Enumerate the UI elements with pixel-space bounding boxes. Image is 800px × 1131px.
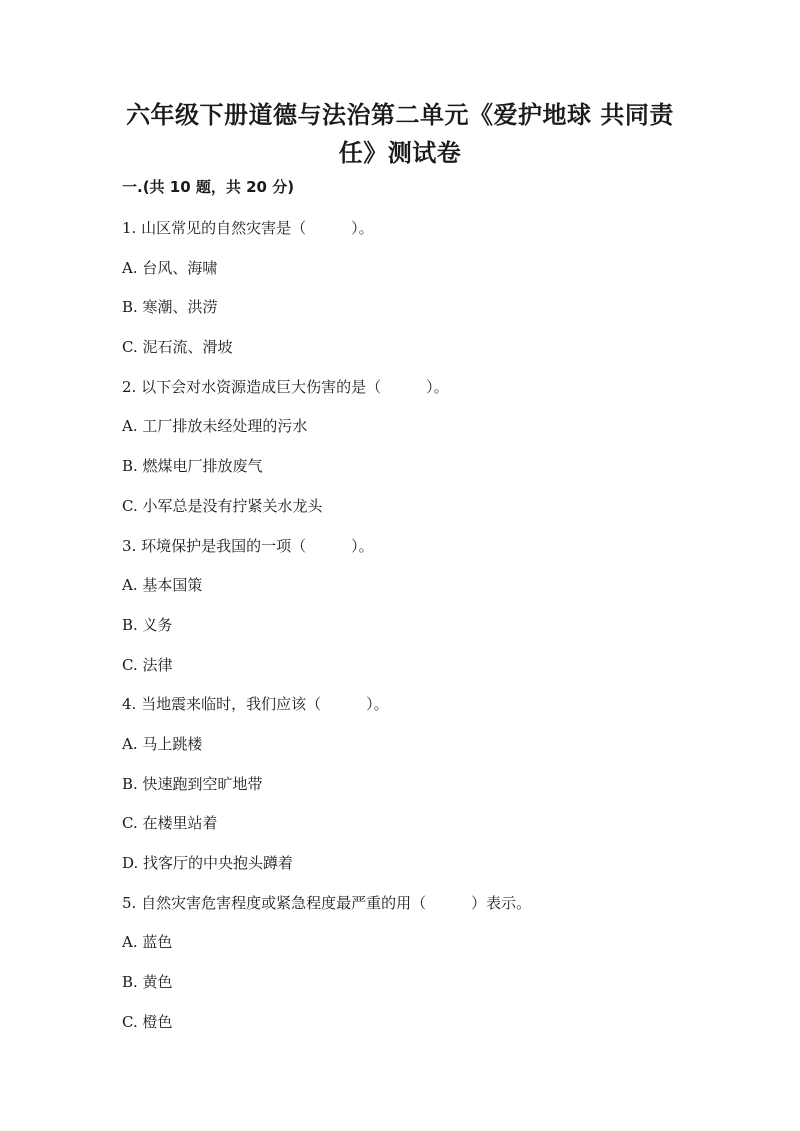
question-4-stem: 4. 当地震来临时，我们应该（ ）。 bbox=[122, 695, 389, 714]
question-4-option-c: C. 在楼里站着 bbox=[122, 814, 218, 833]
question-1-option-a: A. 台风、海啸 bbox=[122, 258, 218, 277]
question-1-option-c: C. 泥石流、滑坡 bbox=[122, 338, 233, 357]
page-title bbox=[110, 96, 690, 172]
question-2-option-b: B. 燃煤电厂排放废气 bbox=[122, 457, 263, 476]
question-5-option-c: C. 橙色 bbox=[122, 1012, 173, 1031]
title-line-2: 任》测试卷 bbox=[338, 139, 462, 167]
question-list bbox=[122, 217, 722, 1050]
section-heading: 一.(共 10 题，共 20 分) bbox=[122, 178, 295, 196]
question-2-option-c: C. 小军总是没有拧紧关水龙头 bbox=[122, 496, 323, 515]
question-1-stem: 1. 山区常见的自然灾害是（ ）。 bbox=[122, 219, 374, 237]
question-3-option-c: C. 法律 bbox=[122, 655, 173, 674]
question-4-option-b: B. 快速跑到空旷地带 bbox=[122, 774, 263, 793]
question-5-option-b: B. 黄色 bbox=[122, 973, 173, 992]
question-5-stem: 5. 自然灾害危害程度或紧急程度最严重的用（ ）表示。 bbox=[122, 893, 532, 912]
question-2-option-a: A. 工厂排放未经处理的污水 bbox=[122, 417, 308, 436]
question-2-stem: 2. 以下会对水资源造成巨大伤害的是（ ）。 bbox=[122, 377, 449, 396]
question-5-option-a: A. 蓝色 bbox=[122, 933, 173, 952]
question-1-option-b: B. 寒潮、洪涝 bbox=[122, 298, 218, 317]
question-4-option-d: D. 找客厅的中央抱头蹲着 bbox=[122, 854, 294, 872]
question-3-option-a: A. 基本国策 bbox=[122, 576, 203, 595]
title-line-1: 六年级下册道德与法治第二单元《爱护地球 共同责 bbox=[126, 101, 674, 129]
question-3-stem: 3. 环境保护是我国的一项（ ）。 bbox=[122, 536, 374, 555]
question-4-option-a: A. 马上跳楼 bbox=[122, 734, 203, 753]
question-3-option-b: B. 义务 bbox=[122, 615, 173, 634]
